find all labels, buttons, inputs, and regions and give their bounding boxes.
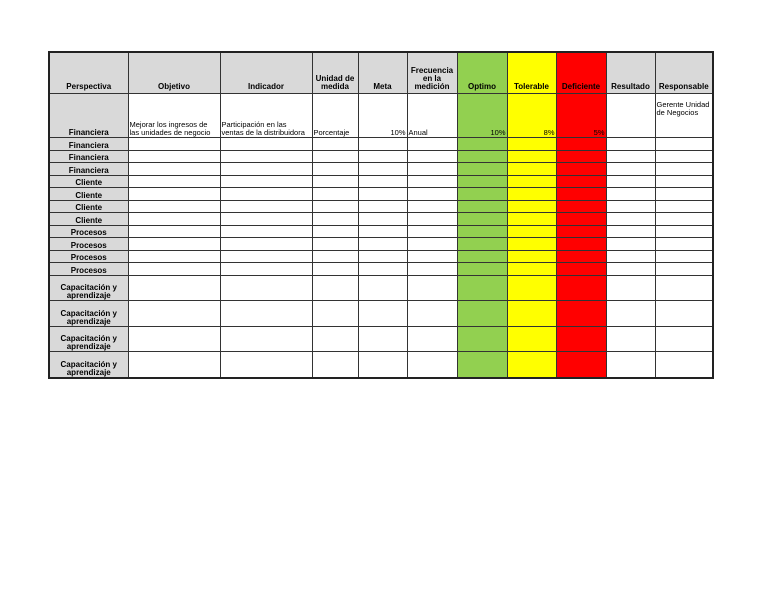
cell-deficiente[interactable] xyxy=(556,275,606,301)
header-row xyxy=(49,52,713,94)
cell-perspectiva[interactable]: Procesos xyxy=(49,238,128,251)
cell-responsable[interactable] xyxy=(655,225,713,238)
table-row xyxy=(49,275,713,301)
cell-objetivo[interactable] xyxy=(128,301,220,327)
cell-objetivo[interactable] xyxy=(128,238,220,251)
table-row xyxy=(49,150,713,163)
table-row xyxy=(49,301,713,327)
cell-resultado[interactable] xyxy=(606,138,655,151)
cell-frecuencia[interactable] xyxy=(407,238,457,251)
table-row xyxy=(49,225,713,238)
cell-deficiente[interactable] xyxy=(556,326,606,352)
cell-resultado[interactable] xyxy=(606,250,655,263)
cell-deficiente[interactable] xyxy=(556,150,606,163)
cell-responsable[interactable]: Gerente Unidad de Negocios xyxy=(655,94,713,138)
cell-unidad[interactable] xyxy=(312,326,358,352)
cell-objetivo[interactable] xyxy=(128,352,220,378)
header-unidad[interactable]: Unidad de medida xyxy=(312,52,358,94)
cell-optimo[interactable] xyxy=(457,250,507,263)
table-row xyxy=(49,238,713,251)
cell-meta[interactable] xyxy=(358,326,407,352)
cell-objetivo[interactable] xyxy=(128,163,220,176)
cell-resultado[interactable] xyxy=(606,275,655,301)
cell-tolerable[interactable] xyxy=(507,301,556,327)
cell-tolerable[interactable] xyxy=(507,250,556,263)
cell-indicador[interactable] xyxy=(220,188,312,201)
cell-meta[interactable] xyxy=(358,250,407,263)
cell-deficiente[interactable] xyxy=(556,138,606,151)
cell-tolerable[interactable] xyxy=(507,163,556,176)
cell-resultado[interactable] xyxy=(606,225,655,238)
cell-deficiente[interactable] xyxy=(556,188,606,201)
cell-responsable[interactable] xyxy=(655,163,713,176)
cell-meta[interactable] xyxy=(358,138,407,151)
cell-frecuencia[interactable]: Anual xyxy=(407,94,457,138)
cell-resultado[interactable] xyxy=(606,352,655,378)
cell-resultado[interactable] xyxy=(606,150,655,163)
cell-optimo[interactable] xyxy=(457,301,507,327)
cell-meta[interactable] xyxy=(358,263,407,276)
header-indicador[interactable]: Indicador xyxy=(220,52,312,94)
header-perspectiva[interactable]: Perspectiva xyxy=(49,52,128,94)
cell-deficiente[interactable] xyxy=(556,352,606,378)
cell-unidad[interactable] xyxy=(312,301,358,327)
cell-objetivo[interactable] xyxy=(128,200,220,213)
cell-deficiente[interactable]: 5% xyxy=(556,94,606,138)
cell-unidad[interactable] xyxy=(312,275,358,301)
cell-tolerable[interactable] xyxy=(507,326,556,352)
cell-tolerable[interactable] xyxy=(507,175,556,188)
table-row xyxy=(49,138,713,151)
cell-optimo[interactable] xyxy=(457,163,507,176)
cell-meta[interactable] xyxy=(358,200,407,213)
cell-indicador[interactable] xyxy=(220,301,312,327)
cell-tolerable[interactable] xyxy=(507,238,556,251)
cell-perspectiva[interactable]: Capacitación y aprendizaje xyxy=(49,326,128,352)
table-row xyxy=(49,213,713,226)
cell-resultado[interactable] xyxy=(606,200,655,213)
cell-unidad[interactable] xyxy=(312,263,358,276)
cell-deficiente[interactable] xyxy=(556,163,606,176)
cell-frecuencia[interactable] xyxy=(407,352,457,378)
cell-objetivo[interactable] xyxy=(128,275,220,301)
cell-indicador[interactable]: Participación en las ventas de la distribuidora xyxy=(220,94,312,138)
cell-frecuencia[interactable] xyxy=(407,301,457,327)
cell-deficiente[interactable] xyxy=(556,175,606,188)
cell-perspectiva[interactable]: Capacitación y aprendizaje xyxy=(49,352,128,378)
cell-unidad[interactable] xyxy=(312,163,358,176)
cell-meta[interactable] xyxy=(358,150,407,163)
cell-indicador[interactable] xyxy=(220,138,312,151)
cell-tolerable[interactable] xyxy=(507,275,556,301)
cell-frecuencia[interactable] xyxy=(407,163,457,176)
cell-meta[interactable] xyxy=(358,213,407,226)
cell-responsable[interactable] xyxy=(655,238,713,251)
cell-unidad[interactable] xyxy=(312,175,358,188)
cell-meta[interactable] xyxy=(358,188,407,201)
cell-objetivo[interactable] xyxy=(128,250,220,263)
cell-resultado[interactable] xyxy=(606,163,655,176)
cell-indicador[interactable] xyxy=(220,225,312,238)
cell-unidad[interactable] xyxy=(312,213,358,226)
cell-deficiente[interactable] xyxy=(556,263,606,276)
cell-perspectiva[interactable]: Cliente xyxy=(49,200,128,213)
cell-unidad[interactable]: Porcentaje xyxy=(312,94,358,138)
cell-objetivo[interactable] xyxy=(128,188,220,201)
cell-frecuencia[interactable] xyxy=(407,188,457,201)
cell-objetivo[interactable] xyxy=(128,263,220,276)
cell-indicador[interactable] xyxy=(220,163,312,176)
cell-unidad[interactable] xyxy=(312,225,358,238)
header-frecuencia[interactable]: Frecuencia en la medición xyxy=(407,52,457,94)
cell-unidad[interactable] xyxy=(312,200,358,213)
cell-perspectiva[interactable]: Financiera xyxy=(49,163,128,176)
cell-meta[interactable] xyxy=(358,275,407,301)
cell-tolerable[interactable] xyxy=(507,138,556,151)
cell-optimo[interactable]: 10% xyxy=(457,94,507,138)
cell-tolerable[interactable] xyxy=(507,263,556,276)
cell-unidad[interactable] xyxy=(312,238,358,251)
table-row xyxy=(49,163,713,176)
cell-perspectiva[interactable]: Procesos xyxy=(49,263,128,276)
cell-optimo[interactable] xyxy=(457,225,507,238)
cell-tolerable[interactable] xyxy=(507,352,556,378)
cell-indicador[interactable] xyxy=(220,150,312,163)
cell-unidad[interactable] xyxy=(312,138,358,151)
table-row xyxy=(49,250,713,263)
cell-perspectiva[interactable]: Financiera xyxy=(49,94,128,138)
cell-perspectiva[interactable]: Procesos xyxy=(49,250,128,263)
header-objetivo[interactable]: Objetivo xyxy=(128,52,220,94)
cell-frecuencia[interactable] xyxy=(407,213,457,226)
cell-frecuencia[interactable] xyxy=(407,263,457,276)
cell-resultado[interactable] xyxy=(606,175,655,188)
cell-frecuencia[interactable] xyxy=(407,250,457,263)
cell-tolerable[interactable]: 8% xyxy=(507,94,556,138)
cell-responsable[interactable] xyxy=(655,213,713,226)
header-deficiente[interactable]: Deficiente xyxy=(556,52,606,94)
cell-optimo[interactable] xyxy=(457,263,507,276)
cell-unidad[interactable] xyxy=(312,150,358,163)
cell-objetivo[interactable] xyxy=(128,150,220,163)
cell-perspectiva[interactable]: Cliente xyxy=(49,175,128,188)
cell-tolerable[interactable] xyxy=(507,225,556,238)
cell-resultado[interactable] xyxy=(606,326,655,352)
cell-perspectiva[interactable]: Financiera xyxy=(49,138,128,151)
cell-indicador[interactable] xyxy=(220,326,312,352)
cell-perspectiva[interactable]: Cliente xyxy=(49,213,128,226)
cell-responsable[interactable] xyxy=(655,138,713,151)
cell-deficiente[interactable] xyxy=(556,301,606,327)
cell-optimo[interactable] xyxy=(457,326,507,352)
cell-resultado[interactable] xyxy=(606,188,655,201)
cell-meta[interactable] xyxy=(358,163,407,176)
cell-optimo[interactable] xyxy=(457,238,507,251)
cell-optimo[interactable] xyxy=(457,352,507,378)
table-row xyxy=(49,94,713,138)
cell-deficiente[interactable] xyxy=(556,213,606,226)
cell-resultado[interactable] xyxy=(606,94,655,138)
cell-responsable[interactable] xyxy=(655,250,713,263)
cell-deficiente[interactable] xyxy=(556,250,606,263)
header-resultado[interactable]: Resultado xyxy=(606,52,655,94)
cell-resultado[interactable] xyxy=(606,263,655,276)
cell-resultado[interactable] xyxy=(606,213,655,226)
cell-indicador[interactable] xyxy=(220,275,312,301)
cell-responsable[interactable] xyxy=(655,263,713,276)
cell-perspectiva[interactable]: Cliente xyxy=(49,188,128,201)
cell-meta[interactable] xyxy=(358,238,407,251)
cell-tolerable[interactable] xyxy=(507,200,556,213)
cell-unidad[interactable] xyxy=(312,188,358,201)
indicator-table xyxy=(48,51,714,379)
cell-meta[interactable]: 10% xyxy=(358,94,407,138)
cell-perspectiva[interactable]: Financiera xyxy=(49,150,128,163)
cell-frecuencia[interactable] xyxy=(407,225,457,238)
header-meta[interactable]: Meta xyxy=(358,52,407,94)
cell-responsable[interactable] xyxy=(655,200,713,213)
cell-optimo[interactable] xyxy=(457,150,507,163)
table-row xyxy=(49,188,713,201)
cell-unidad[interactable] xyxy=(312,250,358,263)
cell-objetivo[interactable] xyxy=(128,175,220,188)
cell-optimo[interactable] xyxy=(457,275,507,301)
cell-meta[interactable] xyxy=(358,225,407,238)
cell-tolerable[interactable] xyxy=(507,213,556,226)
cell-resultado[interactable] xyxy=(606,238,655,251)
cell-unidad[interactable] xyxy=(312,352,358,378)
cell-responsable[interactable] xyxy=(655,175,713,188)
cell-perspectiva[interactable]: Capacitación y aprendizaje xyxy=(49,275,128,301)
cell-frecuencia[interactable] xyxy=(407,326,457,352)
cell-responsable[interactable] xyxy=(655,301,713,327)
cell-deficiente[interactable] xyxy=(556,225,606,238)
cell-responsable[interactable] xyxy=(655,326,713,352)
cell-responsable[interactable] xyxy=(655,275,713,301)
cell-frecuencia[interactable] xyxy=(407,150,457,163)
cell-optimo[interactable] xyxy=(457,138,507,151)
cell-indicador[interactable] xyxy=(220,200,312,213)
header-optimo[interactable]: Optimo xyxy=(457,52,507,94)
table-row xyxy=(49,352,713,378)
cell-deficiente[interactable] xyxy=(556,238,606,251)
cell-optimo[interactable] xyxy=(457,188,507,201)
cell-objetivo[interactable] xyxy=(128,213,220,226)
cell-optimo[interactable] xyxy=(457,200,507,213)
cell-perspectiva[interactable]: Capacitación y aprendizaje xyxy=(49,301,128,327)
table-row xyxy=(49,200,713,213)
cell-indicador[interactable] xyxy=(220,175,312,188)
header-responsable[interactable]: Responsable xyxy=(655,52,713,94)
cell-indicador[interactable] xyxy=(220,213,312,226)
cell-meta[interactable] xyxy=(358,175,407,188)
cell-tolerable[interactable] xyxy=(507,188,556,201)
cell-indicador[interactable] xyxy=(220,352,312,378)
table-row xyxy=(49,175,713,188)
cell-frecuencia[interactable] xyxy=(407,275,457,301)
cell-indicador[interactable] xyxy=(220,263,312,276)
cell-frecuencia[interactable] xyxy=(407,138,457,151)
cell-resultado[interactable] xyxy=(606,301,655,327)
cell-optimo[interactable] xyxy=(457,175,507,188)
cell-perspectiva[interactable]: Procesos xyxy=(49,225,128,238)
cell-meta[interactable] xyxy=(358,301,407,327)
header-tolerable[interactable]: Tolerable xyxy=(507,52,556,94)
cell-objetivo[interactable] xyxy=(128,138,220,151)
cell-frecuencia[interactable] xyxy=(407,175,457,188)
cell-indicador[interactable] xyxy=(220,250,312,263)
table-row xyxy=(49,263,713,276)
cell-frecuencia[interactable] xyxy=(407,200,457,213)
cell-responsable[interactable] xyxy=(655,150,713,163)
cell-objetivo[interactable] xyxy=(128,326,220,352)
cell-responsable[interactable] xyxy=(655,188,713,201)
cell-meta[interactable] xyxy=(358,352,407,378)
cell-deficiente[interactable] xyxy=(556,200,606,213)
cell-indicador[interactable] xyxy=(220,238,312,251)
cell-objetivo[interactable]: Mejorar los ingresos de las unidades de negocio xyxy=(128,94,220,138)
cell-tolerable[interactable] xyxy=(507,150,556,163)
table-row xyxy=(49,326,713,352)
cell-objetivo[interactable] xyxy=(128,225,220,238)
cell-optimo[interactable] xyxy=(457,213,507,226)
cell-responsable[interactable] xyxy=(655,352,713,378)
